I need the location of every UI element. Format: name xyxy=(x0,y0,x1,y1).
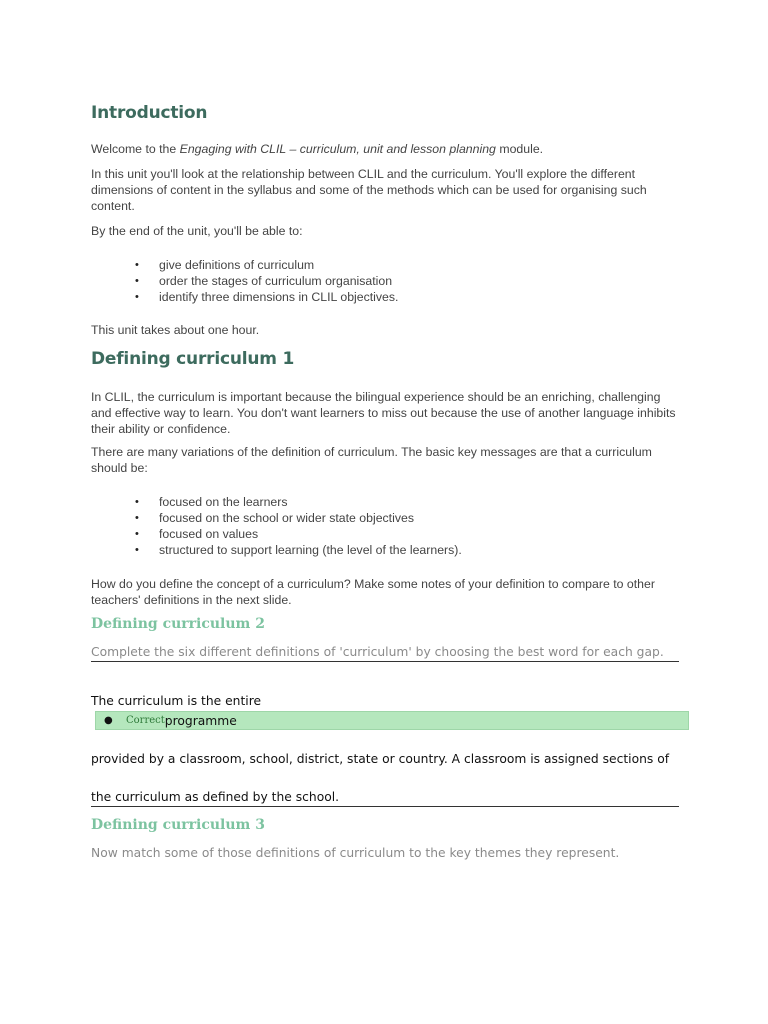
gap-fill-instruction: Complete the six different definitions of 'curriculum' by choosing the best word for each gap. xyxy=(91,645,679,662)
curriculum-qualities-list xyxy=(91,494,462,558)
matching-instruction: Now match some of those definitions of curriculum to the key themes they represent. xyxy=(91,846,620,860)
list-item: • focused on the school or wider state objectives xyxy=(91,510,462,526)
duration-text: This unit takes about one hour. xyxy=(91,323,260,337)
introduction-heading: Introduction xyxy=(91,103,208,123)
sentence-start: The curriculum is the entire xyxy=(91,694,262,708)
correct-label: Correct xyxy=(126,715,165,726)
list-item: • focused on values xyxy=(91,526,462,542)
list-item: • identify three dimensions in CLIL objectives. xyxy=(91,289,398,305)
list-item: • give definitions of curriculum xyxy=(91,257,398,273)
objectives-lead: By the end of the unit, you'll be able to: xyxy=(91,224,303,238)
sentence-end: the curriculum as defined by the school. xyxy=(91,790,340,804)
module-title: Engaging with CLIL – curriculum, unit and lesson planning xyxy=(179,142,496,156)
bullet-icon: ● xyxy=(104,715,113,726)
list-item: • order the stages of curriculum organisation xyxy=(91,273,398,289)
defining-curriculum-1-heading: Defining curriculum 1 xyxy=(91,349,295,369)
question-paragraph: How do you define the concept of a curriculum? Make some notes of your definition to compare to other teachers' definitions in the next slide. xyxy=(91,577,655,607)
divider xyxy=(91,806,679,807)
variations-paragraph: There are many variations of the definition of curriculum. The basic key messages are that a curriculum should be: xyxy=(91,445,652,475)
clil-paragraph: In CLIL, the curriculum is important because the bilingual experience should be an enriching, challenging and effective way to learn. You don't want learners to miss out because the use of another language inhibits their ability or confidence. xyxy=(91,390,676,436)
list-item: • focused on the learners xyxy=(91,494,462,510)
objectives-list xyxy=(91,257,398,305)
defining-curriculum-2-heading: Defining curriculum 2 xyxy=(91,616,265,632)
welcome-paragraph: Welcome to the Engaging with CLIL – curriculum, unit and lesson planning module. xyxy=(91,142,544,156)
defining-curriculum-3-heading: Defining curriculum 3 xyxy=(91,817,265,833)
intro-paragraph: In this unit you'll look at the relationship between CLIL and the curriculum. You'll explore the different dimensions of content in the syllabus and some of the methods which can be used for organising such content. xyxy=(91,167,647,213)
answer-value: programme xyxy=(164,713,237,728)
sentence-middle: provided by a classroom, school, district, state or country. A classroom is assigned sections of xyxy=(91,752,670,766)
list-item: • structured to support learning (the level of the learners). xyxy=(91,542,462,558)
answer-dropdown[interactable] xyxy=(95,711,689,730)
